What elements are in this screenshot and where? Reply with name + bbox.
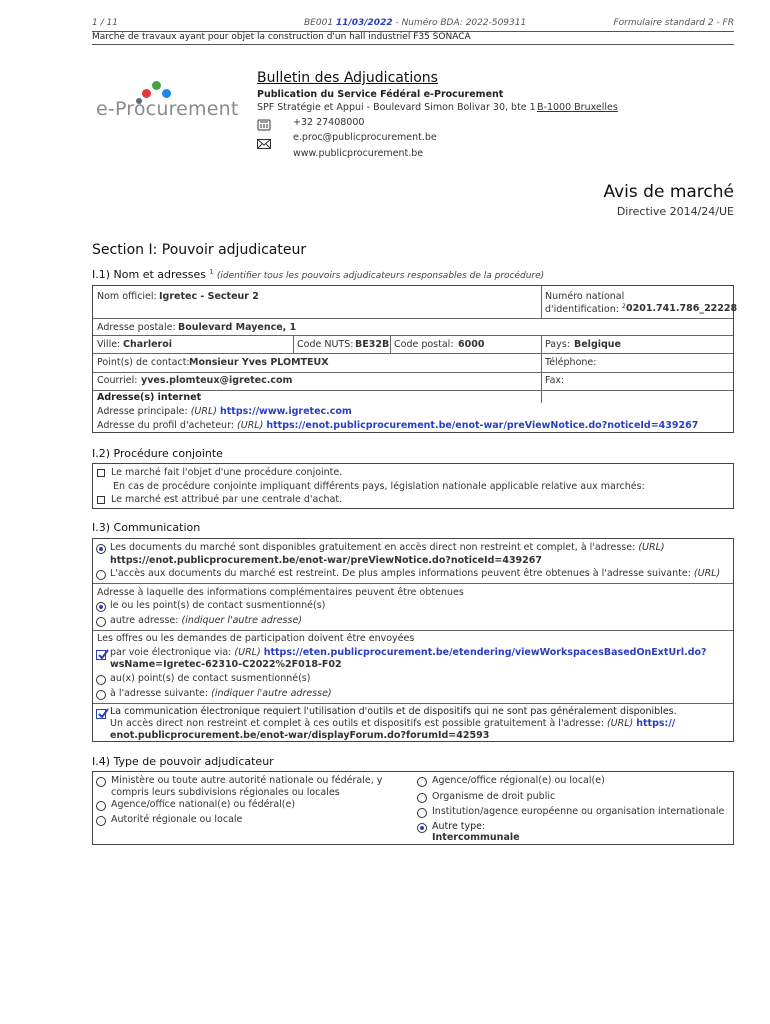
offers-electronic-checkbox[interactable]: [96, 650, 106, 660]
phone-icon: [257, 116, 271, 135]
tools-url-link[interactable]: enot.publicprocurement.be/enot-war/displayForum.do?forumId=42593: [110, 730, 490, 741]
s11-address-table: [92, 285, 738, 433]
form-type: Formulaire standard 2 - FR: [613, 18, 734, 28]
public-law-body-radio[interactable]: [417, 793, 427, 803]
info-other-label: autre adresse: (indiquer l'autre adresse): [110, 615, 302, 626]
buyer-profile-link[interactable]: https://enot.publicprocurement.be/enot-war/preViewNotice.do?noticeId=439267: [266, 420, 699, 431]
docs-restricted-radio[interactable]: [96, 570, 106, 580]
offers-address-radio[interactable]: [96, 690, 106, 700]
buyer-profile-line: Adresse du profil d'acheteur: (URL) https://enot.publicprocurement.be/enot-war/preViewNotice.do?noticeId=439267: [97, 420, 699, 431]
other-type-label: Autre type:: [432, 821, 486, 832]
ministry-radio[interactable]: [96, 777, 106, 787]
contact-label: Point(s) de contact:: [97, 357, 190, 368]
tools-line-1: La communication électronique requiert l'utilisation d'outils et de dispositifs qui ne sont pas généralement disponibles.: [110, 706, 677, 717]
official-name-value: Igretec - Secteur 2: [159, 291, 259, 302]
bda-number: - Numéro BDA: 2022-509311: [395, 18, 527, 28]
postal-value: Boulevard Mayence, 1: [178, 322, 297, 333]
offers-electronic-label: par voie électronique via: (URL) https://eten.publicprocurement.be/etendering/viewWorkspacesBasedOnExtUrl.do?: [110, 647, 707, 658]
section-title: Section I: Pouvoir adjudicateur: [92, 242, 307, 258]
offers-contact-label: au(x) point(s) de contact susmentionné(s): [110, 673, 311, 684]
joint-procedure-checkbox[interactable]: [97, 469, 105, 477]
national-id-label-2: d'identification: $^2$: [545, 303, 626, 316]
notice-title: Avis de marché: [603, 182, 734, 202]
notice-directive: Directive 2014/24/UE: [616, 205, 734, 218]
offers-heading: Les offres ou les demandes de participation doivent être envoyées: [97, 633, 415, 644]
city-label: Ville:: [97, 339, 121, 350]
logo-dot-blue: [162, 89, 171, 98]
nuts-label: Code NUTS:: [297, 339, 354, 350]
eu-institution-radio[interactable]: [417, 808, 427, 818]
info-heading: Adresse à laquelle des informations complémentaires peuvent être obtenues: [97, 587, 464, 598]
offers-address-label: à l'adresse suivante: (indiquer l'autre adresse): [110, 688, 332, 699]
national-id-value: 0201.741.786_22228: [626, 303, 738, 314]
bulletin-city: B-1000 Bruxelles: [537, 102, 618, 113]
tools-checkbox[interactable]: [96, 709, 106, 719]
ministry-label-cont: compris leurs subdivisions régionales ou locales: [111, 787, 340, 798]
zip-value: 6000: [458, 339, 485, 350]
logo-dot-red: [142, 89, 151, 98]
regional-agency-radio[interactable]: [417, 777, 427, 787]
logo-text: e-Procurement: [96, 98, 239, 120]
regional-authority-radio[interactable]: [96, 816, 106, 826]
offers-url-link-cont[interactable]: wsName=Igretec-62310-C2022%2F018-F02: [110, 659, 342, 670]
city-value: Charleroi: [123, 339, 172, 350]
info-other-radio[interactable]: [96, 617, 106, 627]
subject-divider: [92, 44, 734, 45]
regional-authority-label: Autorité régionale ou locale: [111, 814, 243, 825]
docs-url-link[interactable]: https://enot.publicprocurement.be/enot-war/preViewNotice.do?noticeId=439267: [110, 555, 542, 566]
joint-procedure-note: En cas de procédure conjointe impliquant différents pays, législation nationale applicable relative aux marchés:: [113, 481, 645, 492]
mail-icon: [257, 134, 271, 153]
regional-agency-label: Agence/office régional(e) ou local(e): [432, 775, 605, 786]
page-number: 1 / 11: [92, 18, 118, 28]
telephone-label: Téléphone:: [545, 357, 597, 368]
checkmark-icon: [97, 708, 109, 720]
info-contact-radio[interactable]: [96, 602, 106, 612]
email-value[interactable]: yves.plomteux@igretec.com: [141, 375, 293, 386]
main-address-link[interactable]: https://www.igretec.com: [220, 406, 352, 417]
bulletin-email[interactable]: e.proc@publicprocurement.be: [293, 132, 437, 143]
notice-reference: BE001 11/03/2022 - Numéro BDA: 2022-509311: [304, 18, 527, 28]
contract-subject: Marché de travaux ayant pour objet la construction d'un hall industriel F35 SONACA: [92, 32, 471, 42]
contact-value: Monsieur Yves PLOMTEUX: [189, 357, 329, 368]
nuts-value: BE32B: [355, 339, 390, 350]
info-contact-label: le ou les point(s) de contact susmentionné(s): [110, 600, 326, 611]
country-value: Belgique: [574, 339, 622, 350]
email-label: Courriel:: [97, 375, 138, 386]
bulletin-subtitle: Publication du Service Fédéral e-Procurement: [257, 89, 504, 100]
s12-heading: I.2) Procédure conjointe: [92, 447, 223, 460]
s11-heading: I.1) Nom et adresses $^1$ (identifier tous les pouvoirs adjudicateurs responsables de la procédure): [92, 268, 545, 281]
eu-institution-label: Institution/agence européenne ou organisation internationale: [432, 806, 725, 817]
zip-label: Code postal:: [394, 339, 454, 350]
official-name-label: Nom officiel:: [97, 291, 157, 302]
central-purchasing-label: Le marché est attribué par une centrale d'achat.: [111, 494, 343, 505]
bulletin-phone: +32 27408000: [293, 117, 365, 128]
logo-dot-green: [152, 81, 161, 90]
offers-url-link[interactable]: https://eten.publicprocurement.be/etendering/viewWorkspacesBasedOnExtUrl.do?: [263, 647, 707, 658]
public-law-body-label: Organisme de droit public: [432, 791, 556, 802]
national-agency-label: Agence/office national(e) ou fédéral(e): [111, 799, 296, 810]
national-id-label: Numéro national: [545, 291, 625, 302]
docs-free-label: Les documents du marché sont disponibles gratuitement en accès direct non restreint et complet, à l'adresse: (URL): [110, 542, 665, 553]
central-purchasing-checkbox[interactable]: [97, 496, 105, 504]
bulletin-website[interactable]: www.publicprocurement.be: [293, 148, 424, 159]
docs-restricted-label: L'accès aux documents du marché est restreint. De plus amples informations peuvent être obtenues à l'adresse suivante: (URL): [110, 568, 721, 579]
s13-box: [92, 538, 734, 742]
ministry-label: Ministère ou toute autre autorité nationale ou fédérale, y: [111, 775, 383, 786]
tools-line-2: Un accès direct non restreint et complet à ces outils et dispositifs est possible gratuitement à l'adresse: (URL) https://: [110, 718, 676, 729]
fax-label: Fax:: [545, 375, 565, 386]
national-agency-radio[interactable]: [96, 801, 106, 811]
postal-label: Adresse postale:: [97, 322, 176, 333]
country-label: Pays:: [545, 339, 570, 350]
bulletin-address: SPF Stratégie et Appui - Boulevard Simon Bolivar 30, bte 1: [257, 102, 536, 113]
docs-free-radio[interactable]: [96, 544, 106, 554]
internet-heading: Adresse(s) internet: [97, 392, 202, 403]
joint-procedure-label: Le marché fait l'objet d'une procédure conjointe.: [111, 467, 343, 478]
offers-contact-radio[interactable]: [96, 675, 106, 685]
publication-date: 11/03/2022: [335, 18, 393, 28]
other-type-value: Intercommunale: [432, 832, 520, 843]
s14-box: [92, 771, 734, 845]
s12-box: [92, 463, 734, 509]
s14-heading: I.4) Type de pouvoir adjudicateur: [92, 755, 274, 768]
checkmark-icon: [97, 649, 109, 661]
main-address-line: Adresse principale: (URL) https://www.igretec.com: [97, 406, 352, 417]
s13-heading: I.3) Communication: [92, 521, 201, 534]
other-type-radio[interactable]: [417, 823, 427, 833]
bulletin-title: Bulletin des Adjudications: [257, 70, 438, 86]
